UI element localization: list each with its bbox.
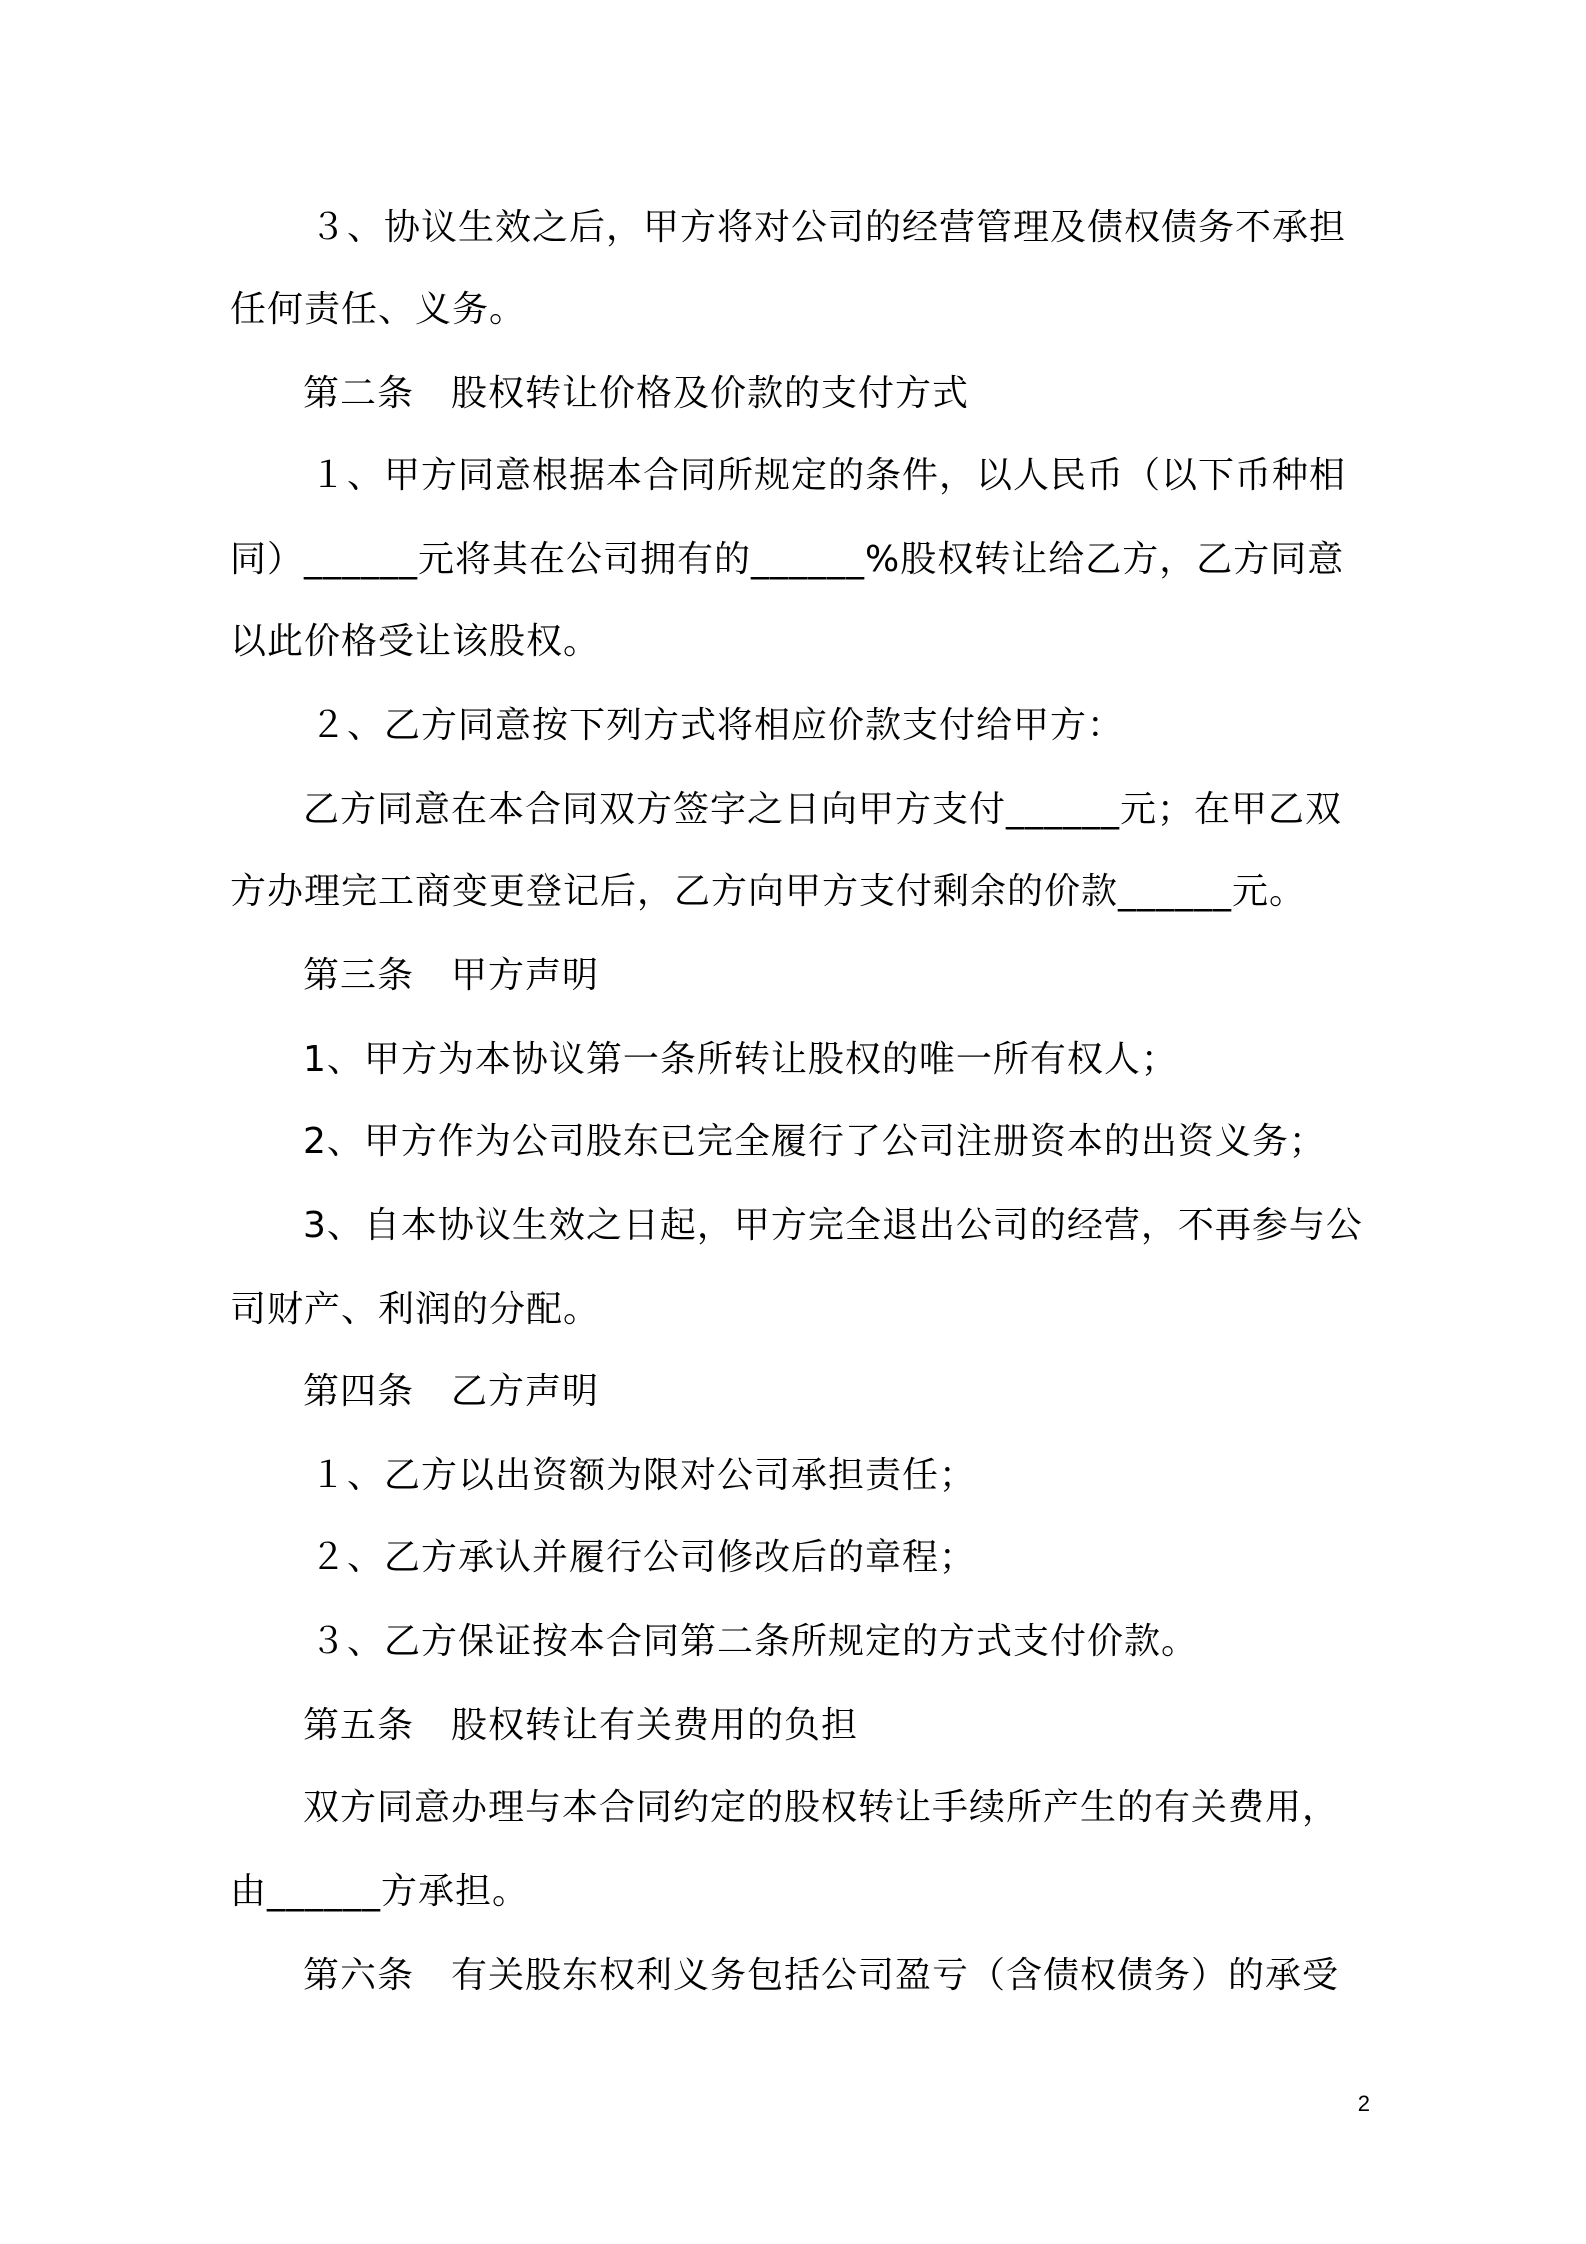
clause-2-2-line: ２、乙方同意按下列方式将相应价款支付给甲方： [310,705,1125,746]
article-2-heading: 第二条 股权转让价格及价款的支付方式 [303,373,970,414]
clause-4-2-line: ２、乙方承认并履行公司修改后的章程； [310,1537,977,1578]
clause-2-1-line-3: 以此价格受让该股权。 [230,621,601,662]
clause-3-1-line: 1、甲方为本协议第一条所转让股权的唯一所有权人； [303,1039,1178,1080]
clause-2-1-line-2: 同）______元将其在公司拥有的______%股权转让给乙方，乙方同意 [230,539,1345,580]
clause-3-3-line-2: 司财产、利润的分配。 [230,1289,601,1330]
clause-4-3-line: ３、乙方保证按本合同第二条所规定的方式支付价款。 [310,1621,1199,1662]
payment-terms-line-2: 方办理完工商变更登记后，乙方向甲方支付剩余的价款______元。 [230,871,1307,912]
article-5-heading: 第五条 股权转让有关费用的负担 [303,1705,859,1746]
clause-3-3-line-1: 3、自本协议生效之日起，甲方完全退出公司的经营，不再参与公 [303,1205,1363,1246]
article-5-body-line-2: 由______方承担。 [230,1871,530,1912]
article-3-heading: 第三条 甲方声明 [303,955,600,996]
article-4-heading: 第四条 乙方声明 [303,1371,600,1412]
article-5-body-line-1: 双方同意办理与本合同约定的股权转让手续所产生的有关费用， [303,1787,1340,1828]
clause-2-1-line-1: １、甲方同意根据本合同所规定的条件，以人民币（以下币种相 [310,455,1347,496]
payment-terms-line-1: 乙方同意在本合同双方签字之日向甲方支付______元；在甲乙双 [303,789,1343,830]
clause-1-3-line-1: ３、协议生效之后，甲方将对公司的经营管理及债权债务不承担 [310,207,1347,248]
clause-3-2-line: 2、甲方作为公司股东已完全履行了公司注册资本的出资义务； [303,1121,1326,1162]
article-6-heading: 第六条 有关股东权利义务包括公司盈亏（含债权债务）的承受 [303,1955,1340,1996]
clause-1-3-line-2: 任何责任、义务。 [230,289,527,330]
clause-4-1-line: １、乙方以出资额为限对公司承担责任； [310,1455,977,1496]
page-number: 2 [1357,2091,1370,2116]
